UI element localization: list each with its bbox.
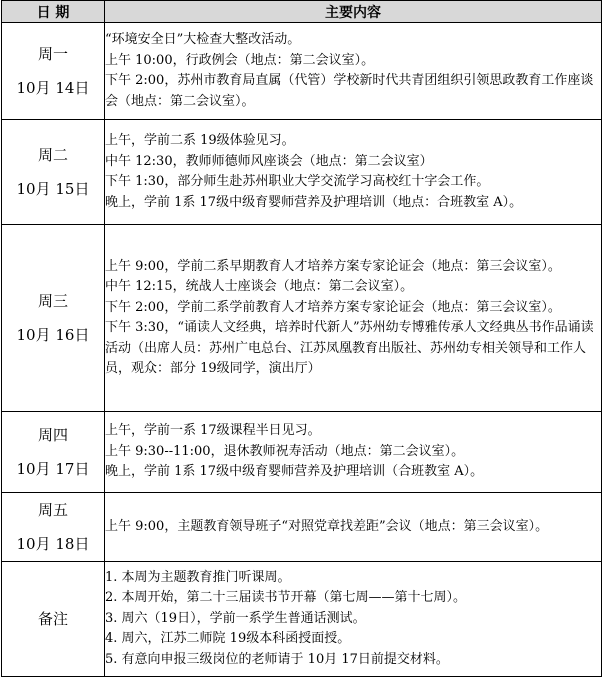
schedule-item: 中午 12:30，教师师德师风座谈会（地点：第二会议室） <box>105 153 433 169</box>
notes-label: 备注 <box>37 610 68 628</box>
notes-content-cell <box>105 562 602 677</box>
day-cell <box>2 120 105 225</box>
header-row <box>2 1 602 23</box>
notes-label-cell <box>2 562 105 677</box>
schedule-item: 上午，学前一系 17级课程半日见习。 <box>105 423 321 439</box>
weekly-schedule-table <box>1 0 602 677</box>
schedule-row-monday <box>2 23 602 120</box>
note-item: 5. 有意向申报三级岗位的老师请于 10月 17日前提交材料。 <box>105 651 449 667</box>
schedule-row-friday <box>2 493 602 562</box>
content-column-header: 主要内容 <box>105 1 602 23</box>
day-cell <box>2 493 105 562</box>
schedule-item: 晚上，学前 1系 17级中级育婴师营养及护理培训（合班教室 A）。 <box>105 464 484 480</box>
content-cell <box>105 120 602 225</box>
note-item: 3. 周六（19日），学前一系学生普通话测试。 <box>105 610 366 626</box>
day-cell <box>2 225 105 412</box>
note-item: 2. 本周开始，第二十三届读书节开幕（第七周——第十七周）。 <box>105 590 467 606</box>
schedule-item: 上午 9:00，学前二系早期教育人才培养方案专家论证会（地点：第三会议室）。 <box>105 258 561 274</box>
schedule-item: 上午 9:30--11:00，退休教师祝寿活动（地点：第二会议室）。 <box>105 443 465 459</box>
schedule-item: 上午 9:00，主题教育领导班子“对照党章找差距”会议（地点：第三会议室）。 <box>105 518 549 534</box>
schedule-row-tuesday <box>2 120 602 225</box>
day-cell <box>2 412 105 493</box>
date-column-header: 日 期 <box>2 1 105 23</box>
content-cell <box>105 225 602 412</box>
schedule-item: 下午 2:00，学前二系学前教育人才培养方案专家论证会（地点：第三会议室）。 <box>105 299 561 315</box>
weekday-label: 周二 <box>37 146 68 164</box>
weekday-label: 周一 <box>37 45 68 63</box>
schedule-item: 上午 10:00，行政例会（地点：第二会议室）。 <box>105 52 375 68</box>
note-item: 4. 周六，江苏二师院 19级本科函授面授。 <box>105 631 351 647</box>
weekday-label: 周四 <box>37 426 68 444</box>
schedule-item: “环境安全日”大检查大整改活动。 <box>105 32 301 47</box>
schedule-item: 下午 3:30，“诵读人文经典，培养时代新人”苏州幼专博雅传承人文经典丛书作品诵读活动（出席人员：苏州广电总台、江苏凤凰教育出版社、苏州幼专相关领导和工作人员，观众：部分 19级同学，演出厅） <box>105 320 594 376</box>
day-cell <box>2 23 105 120</box>
date-label: 10月 14日 <box>16 79 90 97</box>
content-cell <box>105 412 602 493</box>
note-item: 1. 本周为主题教育推门听课周。 <box>105 569 291 585</box>
weekday-label: 周三 <box>37 292 68 310</box>
schedule-row-thursday <box>2 412 602 493</box>
content-cell <box>105 493 602 562</box>
content-cell <box>105 23 602 120</box>
date-label: 10月 18日 <box>16 535 90 553</box>
date-label: 10月 15日 <box>16 180 90 198</box>
schedule-item: 中午 12:15，统战人士座谈会（地点：第二会议室）。 <box>105 279 414 294</box>
schedule-item: 上午，学前二系 19级体验见习。 <box>105 133 295 148</box>
date-label: 10月 17日 <box>16 460 90 478</box>
schedule-row-wednesday <box>2 225 602 412</box>
notes-row <box>2 562 602 677</box>
schedule-item: 下午 1:30，部分师生赴苏州职业大学交流学习高校红十字会工作。 <box>105 174 490 189</box>
schedule-item: 晚上，学前 1系 17级中级育婴师营养及护理培训（地点：合班教室 A）。 <box>105 194 523 210</box>
schedule-item: 下午 2:00，苏州市教育局直属（代管）学校新时代共青团组织引领思政教育工作座谈会（地点：第二会议室）。 <box>105 73 594 109</box>
date-label: 10月 16日 <box>16 326 90 344</box>
weekday-label: 周五 <box>37 501 68 519</box>
